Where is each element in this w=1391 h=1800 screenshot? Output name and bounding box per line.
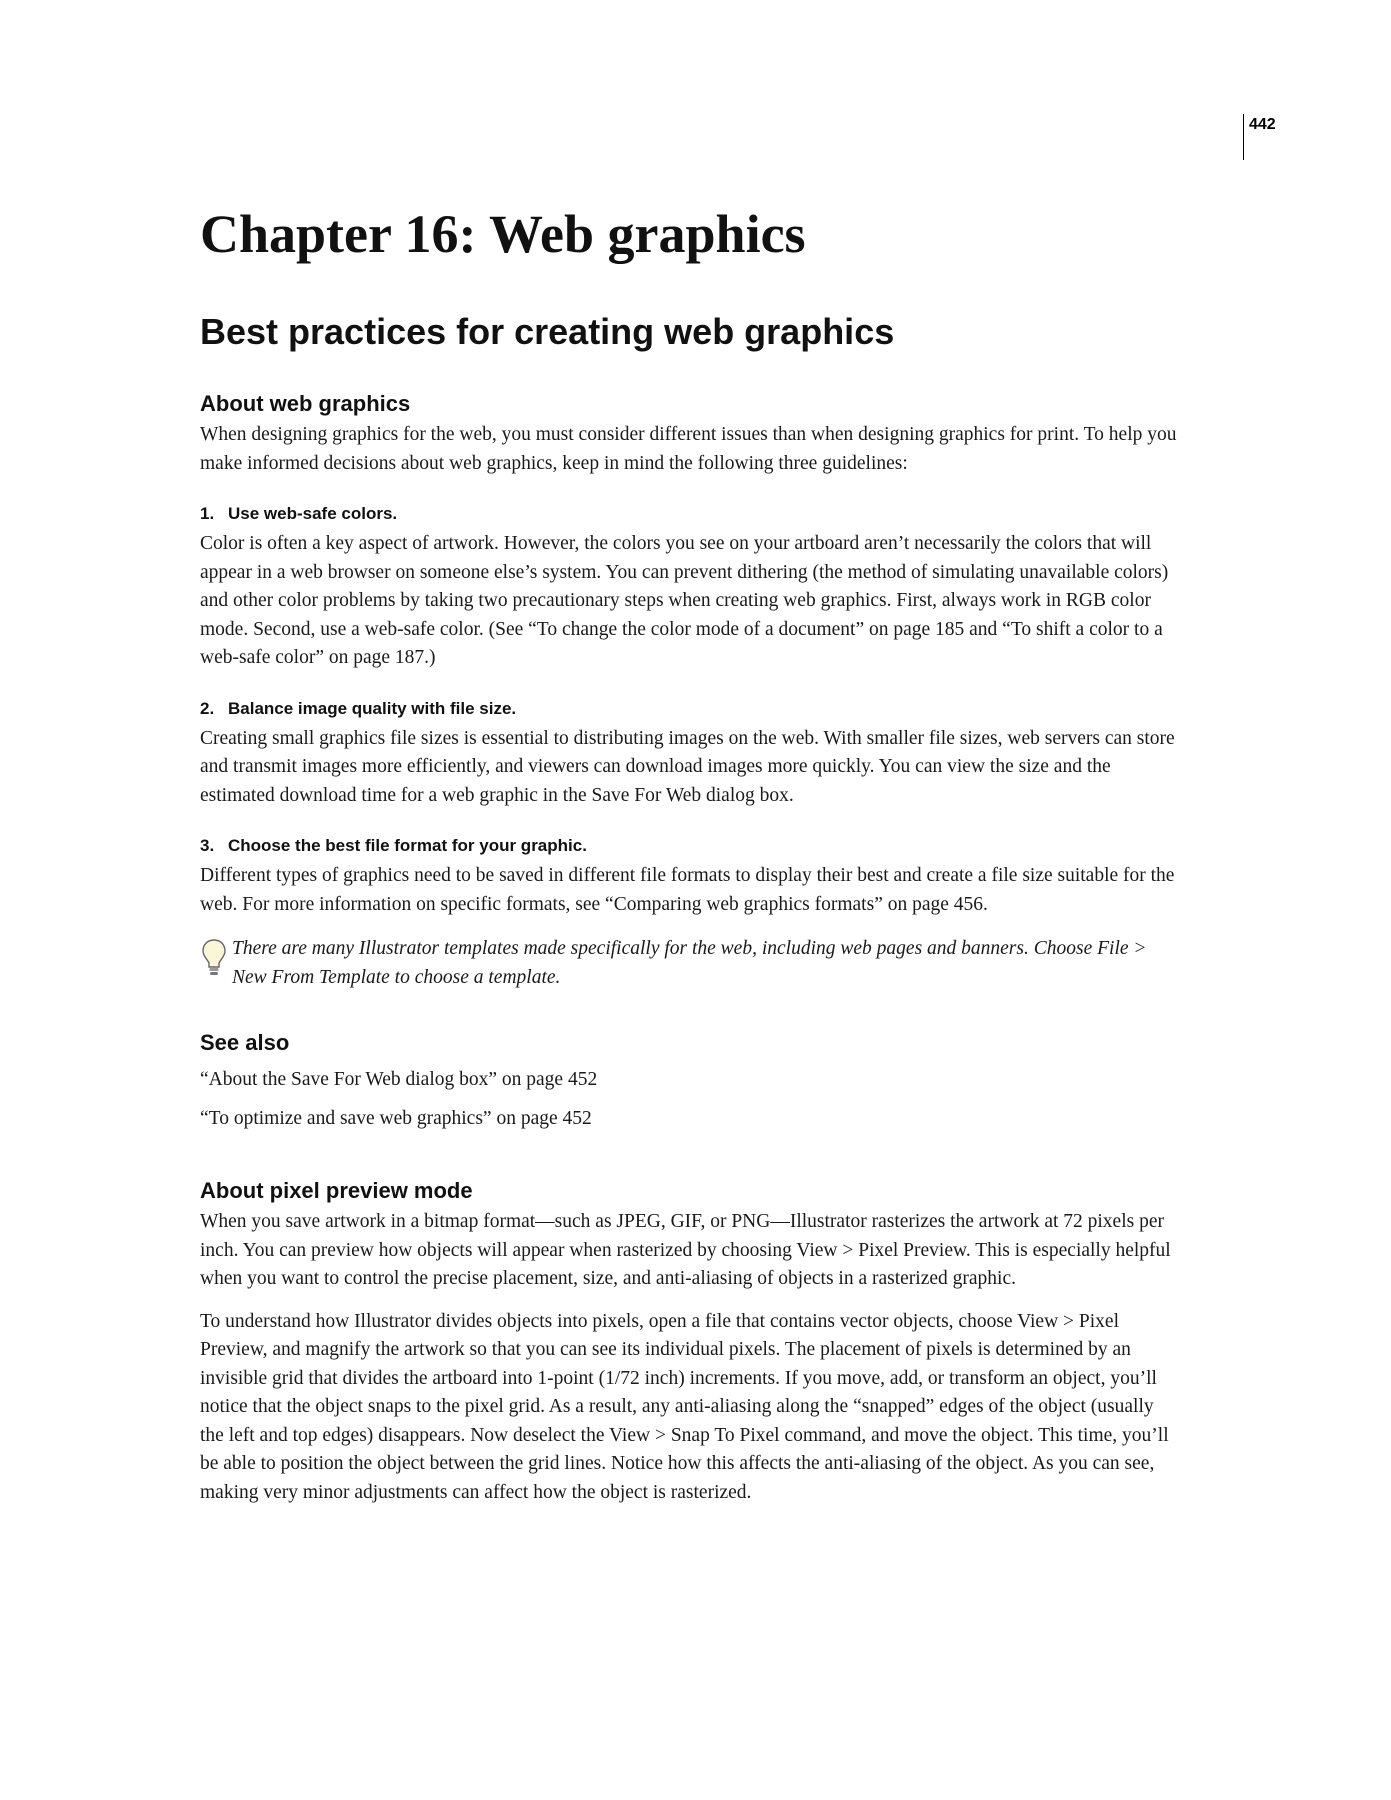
page-number: 442 — [1249, 116, 1276, 133]
guideline-title: Use web-safe colors. — [228, 504, 398, 524]
subsection-title-pixel-preview: About pixel preview mode — [200, 1178, 473, 1204]
guideline-text-3: Different types of graphics need to be saved in different file formats to display their best and create a file size suitable for the web. For more information on specific formats, see “Comparing web graphics formats” on page 456. — [200, 865, 1175, 915]
tip-text: There are many Illustrator templates made specifically for the web, including web pages and banners. Choose File > New From Template to choose a template. — [232, 938, 1147, 988]
section-title: Best practices for creating web graphics — [200, 311, 895, 353]
pixel-preview-paragraph-2: To understand how Illustrator divides objects into pixels, open a file that contains vector objects, choose View > Pixel Preview, and magnify the artwork so that you can see its individual pixels. The placement of pixels is determined by an invisible grid that divides the artboard into 1-point (1/72 inch) increments. If you move, add, or transform an object, you’ll notice that the object snaps to the pixel grid. As a result, any anti-aliasing along the “snapped” edges of the object (usually the left and top edges) disappears. Now deselect the View > Snap To Pixel command, and move the object. This time, you’ll be able to position the object between the grid lines. Notice how this affects the anti-aliasing of the object. As you can see, making very minor adjustments can affect how the object is rasterized. — [200, 1310, 1169, 1503]
page-number-rule — [1243, 114, 1244, 160]
tip-block — [200, 935, 1180, 992]
lightbulb-icon — [201, 938, 227, 978]
guideline-heading-3 — [200, 836, 1180, 856]
see-also-link-2[interactable]: “To optimize and save web graphics” on page 452 — [200, 1107, 592, 1129]
see-also-title: See also — [200, 1030, 290, 1056]
subsection-title-about-web-graphics: About web graphics — [200, 391, 411, 417]
guideline-number: 2. — [200, 698, 215, 718]
guideline-number: 3. — [200, 836, 215, 856]
intro-paragraph: When designing graphics for the web, you must consider different issues than when designing graphics for print. To help you make informed decisions about web graphics, keep in mind the following three guidelines: — [200, 424, 1177, 474]
guideline-heading-1 — [200, 504, 1180, 524]
guideline-text-1: Color is often a key aspect of artwork. However, the colors you see on your artboard aren’t necessarily the colors that will appear in a web browser on someone else’s system. You can prevent dithering (the method of simulating unavailable colors) and other color problems by taking two precautionary steps when creating web graphics. First, always work in RGB color mode. Second, use a web-safe color. (See “To change the color mode of a document” on page 185 and “To shift a color to a web-safe color” on page 187.) — [200, 533, 1169, 669]
guideline-title: Balance image quality with file size. — [228, 698, 517, 718]
chapter-title: Chapter 16: Web graphics — [200, 204, 806, 264]
page-content — [200, 205, 1180, 1507]
guideline-title: Choose the best file format for your graphic. — [228, 836, 587, 856]
see-also-link-1[interactable]: “About the Save For Web dialog box” on page 452 — [200, 1069, 598, 1091]
pixel-preview-paragraph-1: When you save artwork in a bitmap format—such as JPEG, GIF, or PNG—Illustrator rasterizes the artwork at 72 pixels per inch. You can preview how objects will appear when rasterized by choosing View > Pixel Preview. This is especially helpful when you want to control the precise placement, size, and anti-aliasing of objects in a rasterized graphic. — [200, 1211, 1171, 1290]
guideline-heading-2 — [200, 699, 1180, 719]
guideline-text-2: Creating small graphics file sizes is essential to distributing images on the web. With smaller file sizes, web servers can store and transmit images more efficiently, and viewers can download images more quickly. You can view the size and the estimated download time for a web graphic in the Save For Web dialog box. — [200, 727, 1175, 806]
guideline-number: 1. — [200, 504, 215, 524]
